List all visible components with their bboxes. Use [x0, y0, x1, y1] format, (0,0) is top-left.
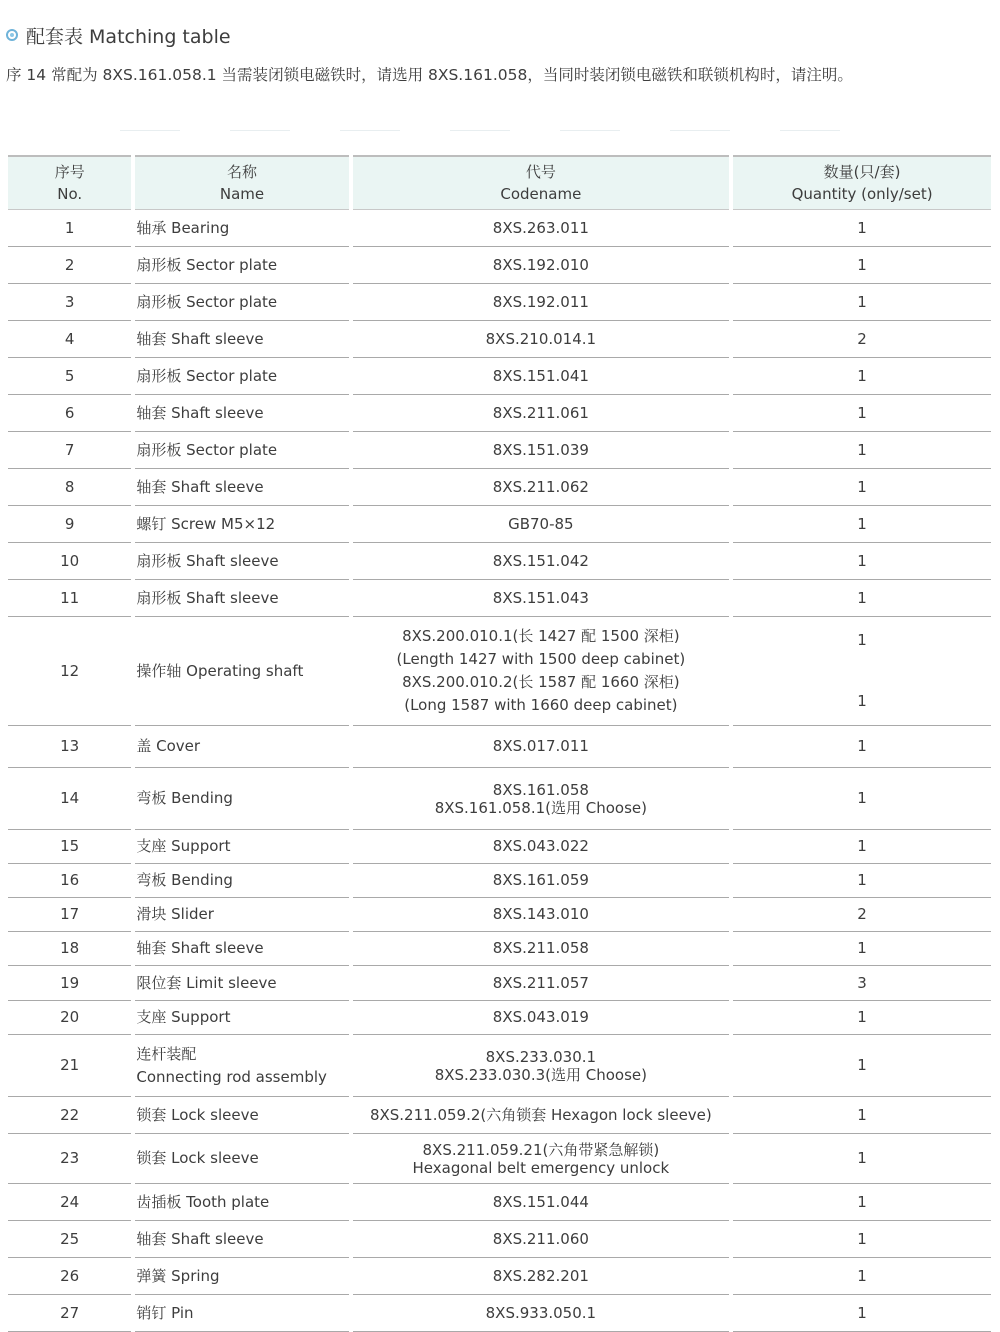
- cell-no: 6: [8, 395, 131, 432]
- cell-code: 8XS.151.039: [353, 432, 730, 469]
- cell-qty: 1: [733, 1001, 991, 1035]
- table-row: [8, 284, 991, 321]
- cell-code: [353, 1134, 730, 1184]
- cell-qty: [733, 617, 991, 726]
- cell-no: 3: [8, 284, 131, 321]
- cell-qty: 1: [733, 1221, 991, 1258]
- cell-name: 扇形板 Sector plate: [135, 247, 348, 284]
- cell-qty-line: 1: [857, 631, 867, 649]
- header-no-en: No.: [57, 185, 83, 203]
- cell-name: 锁套 Lock sleeve: [135, 1134, 348, 1184]
- header-name: [135, 155, 348, 210]
- cell-code-line: 8XS.233.030.1: [485, 1047, 597, 1066]
- cell-qty: 3: [733, 966, 991, 1001]
- cell-qty: 1: [733, 1134, 991, 1184]
- cell-name: 滑块 Slider: [135, 898, 348, 932]
- table-row: [8, 1221, 991, 1258]
- cell-qty: 1: [733, 543, 991, 580]
- header-qty-en: Quantity (only/set): [791, 185, 933, 203]
- table-row: [8, 830, 991, 864]
- cell-qty: 1: [733, 580, 991, 617]
- table-row: [8, 768, 991, 830]
- cell-code: 8XS.017.011: [353, 726, 730, 768]
- cell-code: 8XS.211.057: [353, 966, 730, 1001]
- cell-code: 8XS.211.061: [353, 395, 730, 432]
- cell-qty: 1: [733, 932, 991, 966]
- cell-qty: 2: [733, 898, 991, 932]
- cell-name: 弯板 Bending: [135, 864, 348, 898]
- table-row: [8, 210, 991, 247]
- cell-no: 17: [8, 898, 131, 932]
- cell-no: 11: [8, 580, 131, 617]
- cell-name: 弹簧 Spring: [135, 1258, 348, 1295]
- cell-name: 轴套 Shaft sleeve: [135, 321, 348, 358]
- cell-code-line: 8XS.161.058.1(选用 Choose): [434, 798, 648, 817]
- cell-qty: 1: [733, 432, 991, 469]
- cell-code: 8XS.143.010: [353, 898, 730, 932]
- header-qty-zh: 数量(只/套): [823, 163, 901, 181]
- table-row: [8, 1097, 991, 1134]
- cell-name: 支座 Support: [135, 830, 348, 864]
- table-header-row: [8, 155, 991, 210]
- cell-code-line: 8XS.233.030.3(选用 Choose): [434, 1065, 648, 1084]
- page-title-text: 配套表 Matching table: [26, 25, 231, 48]
- cell-code-line: 8XS.211.059.21(六角带紧急解锁): [422, 1140, 660, 1159]
- header-code-en: Codename: [500, 185, 582, 203]
- cell-name: 螺钉 Screw M5×12: [135, 506, 348, 543]
- cell-name: 轴套 Shaft sleeve: [135, 1221, 348, 1258]
- table-row: [8, 1001, 991, 1035]
- table-row: [8, 1035, 991, 1097]
- cell-code-line: (Length 1427 with 1500 deep cabinet): [396, 650, 686, 668]
- cell-code: 8XS.192.011: [353, 284, 730, 321]
- cell-qty: 1: [733, 1295, 991, 1332]
- table-row: [8, 1295, 991, 1332]
- cell-no: 15: [8, 830, 131, 864]
- cell-no: 21: [8, 1035, 131, 1097]
- cell-name: 销钉 Pin: [135, 1295, 348, 1332]
- cell-code: 8XS.263.011: [353, 210, 730, 247]
- note-text: 序 14 常配为 8XS.161.058.1 当需装闭锁电磁铁时，请选用 8XS.161.058，当同时装闭锁电磁铁和联锁机构时，请注明。: [6, 66, 853, 84]
- cell-name: 锁套 Lock sleeve: [135, 1097, 348, 1134]
- cell-no: 27: [8, 1295, 131, 1332]
- table-row: [8, 321, 991, 358]
- cell-qty: 2: [733, 321, 991, 358]
- cell-name: 扇形板 Sector plate: [135, 358, 348, 395]
- cell-no: 14: [8, 768, 131, 830]
- cell-code: 8XS.192.010: [353, 247, 730, 284]
- cell-name: [135, 1035, 348, 1097]
- cell-code: 8XS.151.044: [353, 1184, 730, 1221]
- header-no: [8, 155, 131, 210]
- cell-qty: 1: [733, 1258, 991, 1295]
- table-body: [8, 210, 991, 1332]
- cell-name: 限位套 Limit sleeve: [135, 966, 348, 1001]
- table-row: [8, 395, 991, 432]
- cell-code: 8XS.151.042: [353, 543, 730, 580]
- cell-qty: 1: [733, 1184, 991, 1221]
- header-no-zh: 序号: [54, 163, 85, 181]
- cell-no: 8: [8, 469, 131, 506]
- cell-no: 24: [8, 1184, 131, 1221]
- cell-qty: 1: [733, 210, 991, 247]
- cell-no: 25: [8, 1221, 131, 1258]
- table-row: [8, 432, 991, 469]
- table-row: [8, 617, 991, 726]
- cell-name-line: Connecting rod assembly: [136, 1067, 327, 1086]
- cell-name: 轴承 Bearing: [135, 210, 348, 247]
- cell-no: 22: [8, 1097, 131, 1134]
- cell-qty-line: 1: [857, 692, 867, 710]
- cell-code: 8XS.043.022: [353, 830, 730, 864]
- cell-no: 5: [8, 358, 131, 395]
- cell-name: 扇形板 Shaft sleeve: [135, 543, 348, 580]
- table-row: [8, 247, 991, 284]
- header-name-en: Name: [219, 185, 265, 203]
- cell-name: 扇形板 Sector plate: [135, 432, 348, 469]
- cell-code: 8XS.211.059.2(六角锁套 Hexagon lock sleeve): [353, 1097, 730, 1134]
- table-row: [8, 543, 991, 580]
- cell-qty: 1: [733, 726, 991, 768]
- cell-code: 8XS.161.059: [353, 864, 730, 898]
- cell-code-line: 8XS.200.010.2(长 1587 配 1660 深柜): [402, 673, 680, 691]
- cell-code: 8XS.043.019: [353, 1001, 730, 1035]
- cell-qty: 1: [733, 830, 991, 864]
- cell-no: 23: [8, 1134, 131, 1184]
- cell-qty: 1: [733, 1035, 991, 1097]
- table-row: [8, 1184, 991, 1221]
- cell-code: 8XS.211.060: [353, 1221, 730, 1258]
- header-name-zh: 名称: [226, 163, 257, 181]
- cell-code: 8XS.211.062: [353, 469, 730, 506]
- cell-no: 4: [8, 321, 131, 358]
- cell-name: 齿插板 Tooth plate: [135, 1184, 348, 1221]
- cell-qty: 1: [733, 395, 991, 432]
- header-code-zh: 代号: [525, 163, 556, 181]
- cell-code: 8XS.151.043: [353, 580, 730, 617]
- cell-qty: 1: [733, 506, 991, 543]
- table-row: [8, 726, 991, 768]
- table-row: [8, 506, 991, 543]
- cell-no: 20: [8, 1001, 131, 1035]
- cell-no: 19: [8, 966, 131, 1001]
- table-row: [8, 1134, 991, 1184]
- circle-bullet-icon: [6, 29, 18, 41]
- matching-table: [4, 155, 995, 1332]
- cell-name: 轴套 Shaft sleeve: [135, 469, 348, 506]
- table-row: [8, 1258, 991, 1295]
- cell-qty: 1: [733, 1097, 991, 1134]
- cell-no: 18: [8, 932, 131, 966]
- table-row: [8, 898, 991, 932]
- header-qty: [733, 155, 991, 210]
- cell-qty: 1: [733, 469, 991, 506]
- cell-name: 扇形板 Sector plate: [135, 284, 348, 321]
- cell-name: 轴套 Shaft sleeve: [135, 395, 348, 432]
- cell-code: [353, 617, 730, 726]
- cell-code: 8XS.210.014.1: [353, 321, 730, 358]
- cell-code-line: Hexagonal belt emergency unlock: [412, 1158, 670, 1177]
- cell-no: 2: [8, 247, 131, 284]
- cell-qty: 1: [733, 864, 991, 898]
- cell-code: 8XS.282.201: [353, 1258, 730, 1295]
- cell-qty: 1: [733, 247, 991, 284]
- table-row: [8, 358, 991, 395]
- cell-name: 盖 Cover: [135, 726, 348, 768]
- cell-name: 支座 Support: [135, 1001, 348, 1035]
- cell-no: 13: [8, 726, 131, 768]
- table-row: [8, 580, 991, 617]
- qty-split: [733, 629, 991, 713]
- cell-qty: 1: [733, 768, 991, 830]
- cell-code: 8XS.151.041: [353, 358, 730, 395]
- cell-code: [353, 1035, 730, 1097]
- cell-name: 轴套 Shaft sleeve: [135, 932, 348, 966]
- cell-code: [353, 768, 730, 830]
- cell-name: 操作轴 Operating shaft: [135, 617, 348, 726]
- divider: [120, 130, 880, 131]
- table-row: [8, 966, 991, 1001]
- cell-no: 7: [8, 432, 131, 469]
- table-row: [8, 864, 991, 898]
- cell-no: 10: [8, 543, 131, 580]
- cell-no: 12: [8, 617, 131, 726]
- cell-code: 8XS.933.050.1: [353, 1295, 730, 1332]
- cell-qty: 1: [733, 358, 991, 395]
- cell-no: 26: [8, 1258, 131, 1295]
- cell-code: 8XS.211.058: [353, 932, 730, 966]
- cell-code: GB70-85: [353, 506, 730, 543]
- table-row: [8, 469, 991, 506]
- header-code: [353, 155, 730, 210]
- cell-name-line: 连杆装配: [136, 1044, 197, 1063]
- cell-code-line: (Long 1587 with 1660 deep cabinet): [404, 696, 678, 714]
- cell-qty: 1: [733, 284, 991, 321]
- page-title: [6, 22, 231, 48]
- cell-no: 1: [8, 210, 131, 247]
- table-row: [8, 932, 991, 966]
- cell-no: 16: [8, 864, 131, 898]
- cell-code-line: 8XS.200.010.1(长 1427 配 1500 深柜): [402, 627, 680, 645]
- cell-code-line: 8XS.161.058: [492, 780, 589, 799]
- cell-name: 扇形板 Shaft sleeve: [135, 580, 348, 617]
- cell-name: 弯板 Bending: [135, 768, 348, 830]
- cell-no: 9: [8, 506, 131, 543]
